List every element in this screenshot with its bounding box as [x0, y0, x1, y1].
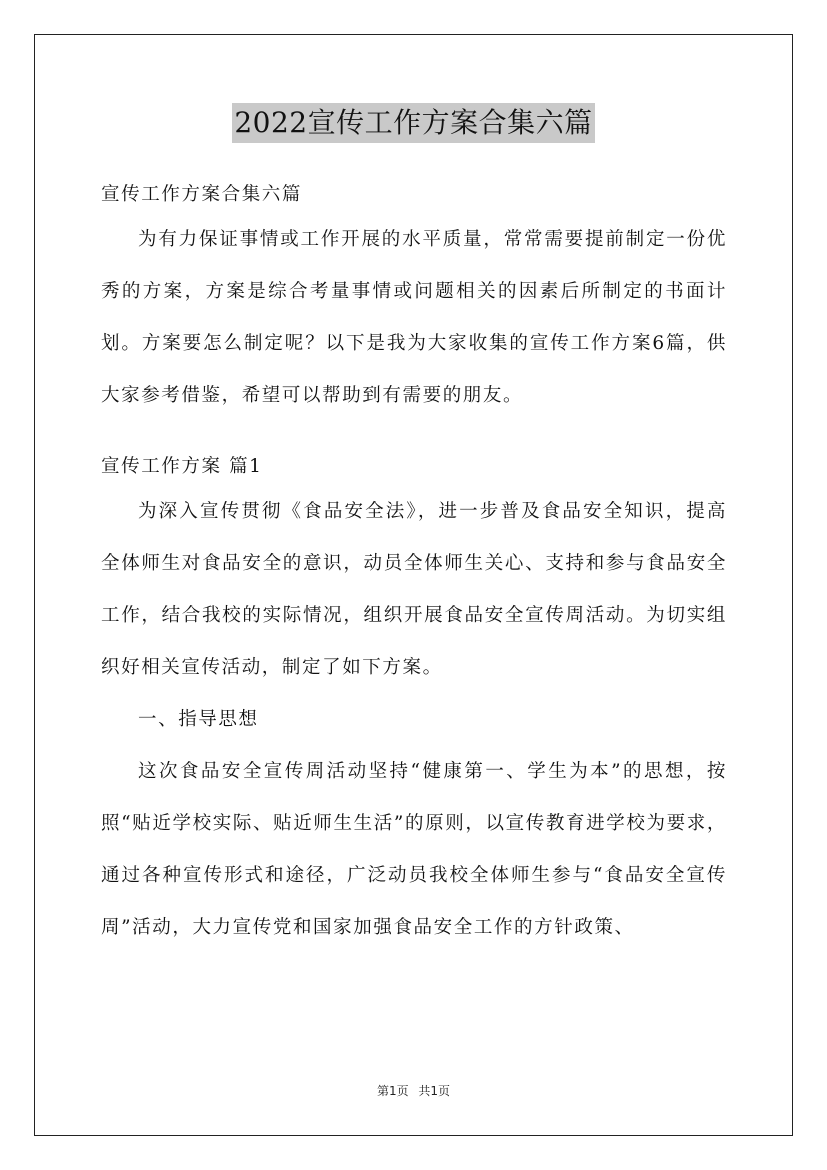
document-title: 2022宣传工作方案合集六篇 — [232, 103, 594, 143]
page-total: 共1页 — [418, 1084, 451, 1098]
intro-paragraph: 为有力保证事情或工作开展的水平质量，常常需要提前制定一份优秀的方案，方案是综合考量事情或问题相关的因素后所制定的书面计划。方案要怎么制定呢？以下是我为大家收集的宣传工作方案6篇，供大家参考借鉴，希望可以帮助到有需要的朋友。 — [101, 229, 727, 406]
section-gap — [101, 422, 727, 448]
document-subtitle: 宣传工作方案合集六篇 — [101, 184, 303, 205]
page-number: 第1页 — [376, 1084, 409, 1098]
section-heading: 宣传工作方案 篇1 — [101, 456, 263, 477]
section-paragraph: 为深入宣传贯彻《食品安全法》，进一步普及食品安全知识，提高全体师生对食品安全的意识，动员全体师生关心、支持和参与食品安全工作，结合我校的实际情况，组织开展食品安全宣传周活动。为切实组织好相关宣传活动，制定了如下方案。 — [101, 501, 727, 678]
title-container — [0, 103, 827, 143]
document-body — [101, 176, 727, 954]
guiding-ideology-paragraph: 这次食品安全宣传周活动坚持“健康第一、学生为本”的思想，按照“贴近学校实际、贴近师生生活”的原则，以宣传教育进学校为要求，通过各种宣传形式和途径，广泛动员我校全体师生参与“食品安全宣传周”活动，大力宣传党和国家加强食品安全工作的方针政策、 — [101, 761, 727, 938]
subheading-guiding-ideology: 一、指导思想 — [138, 709, 259, 730]
page-footer — [0, 1082, 827, 1099]
